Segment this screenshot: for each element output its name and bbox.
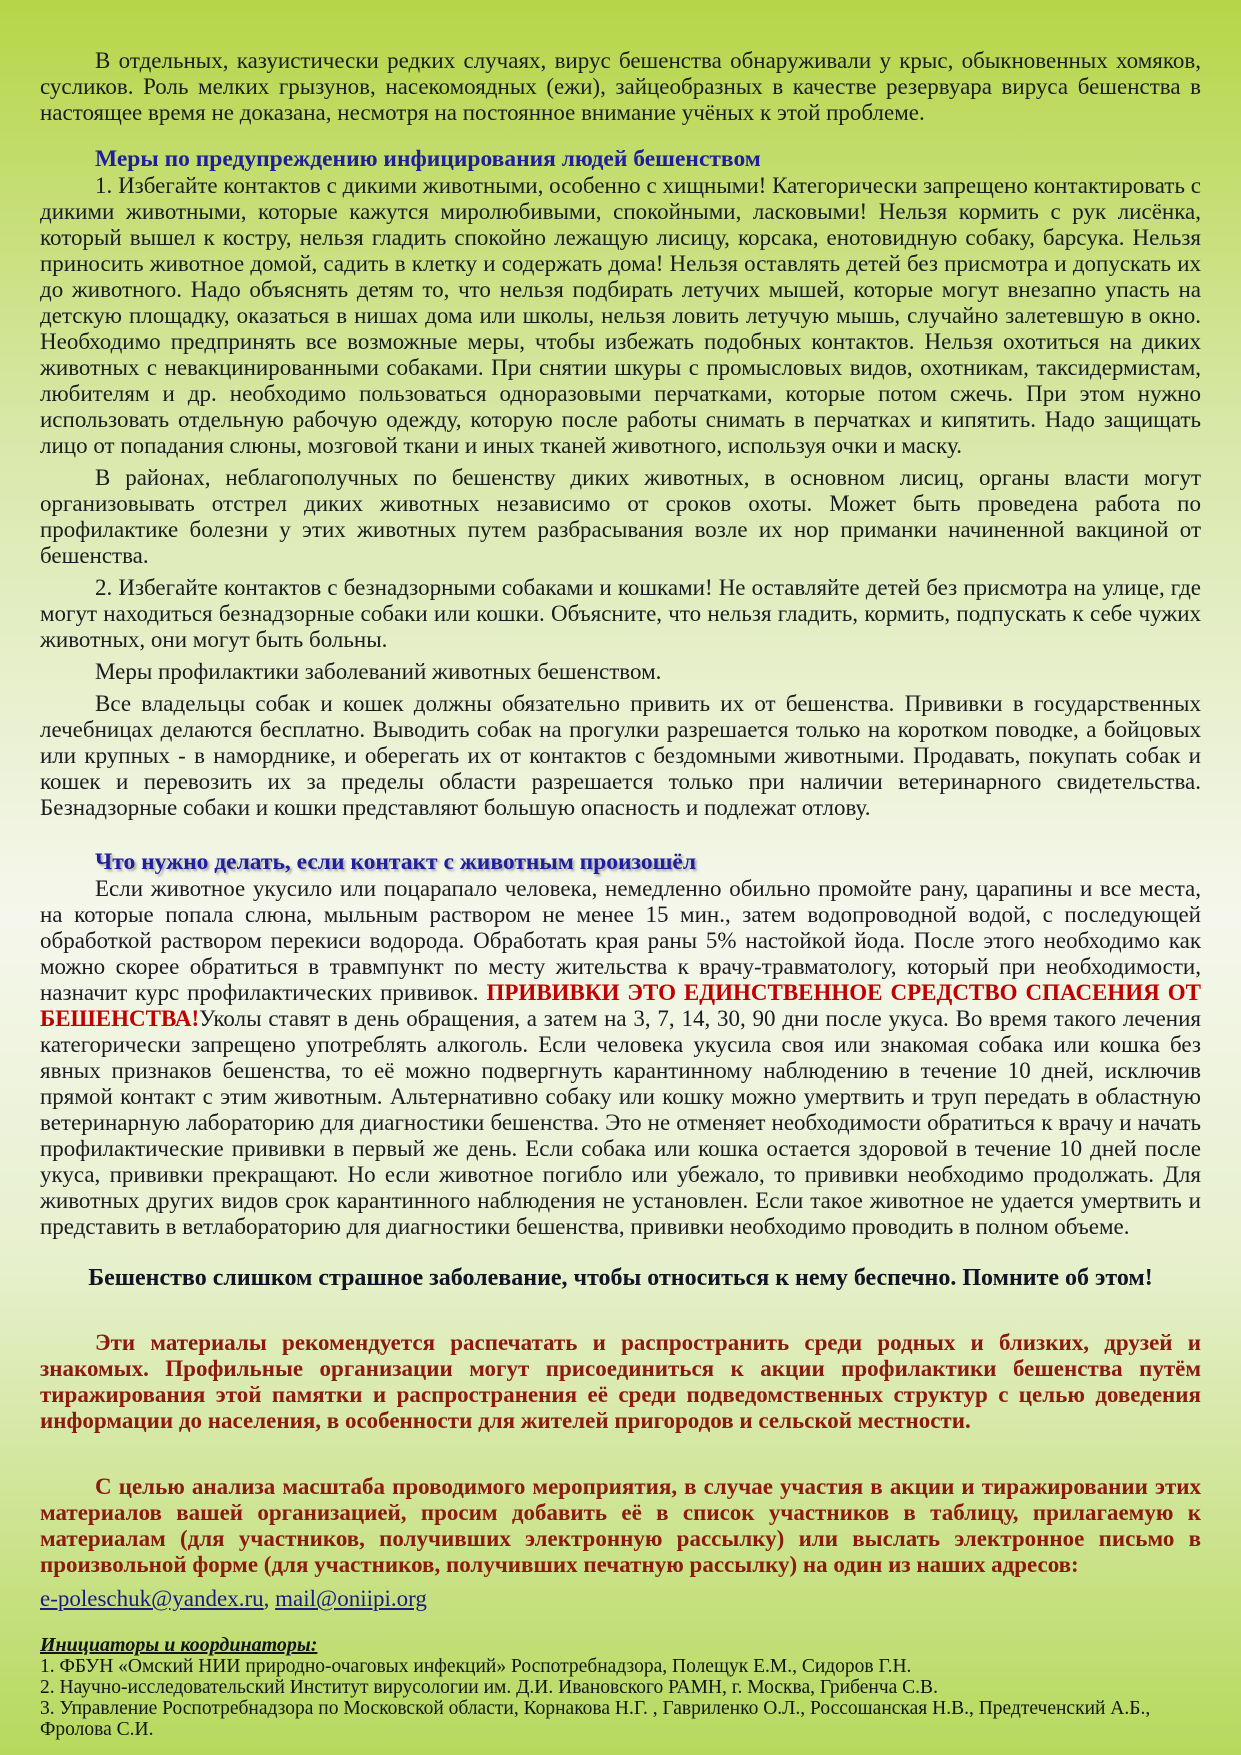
warning-statement: Бешенство слишком страшное заболевание, чтобы относиться к нему беспечно. Помните об этом! <box>88 1265 1153 1291</box>
authorities-paragraph: В районах, неблагополучных по бешенству диких животных, в основном лисиц, органы власти могут организовывать отстрел диких животных независимо от сроков охоты. Может быть проведена работа по профилактике болезни у этих животных путем разбрасывания возле их нор приманки начиненной вакциной от бешенства. <box>40 465 1201 568</box>
email-links-separator: , <box>263 1586 276 1611</box>
initiator-item-omsk: 1. ФБУН «Омский НИИ природно-очаговых инфекций» Роспотребнадзора, Полещук Е.М., Сидоров Г.Н. <box>40 1656 912 1677</box>
contact-section-heading: Что нужно делать, если контакт с животным произошёл <box>95 849 697 875</box>
contact-instructions-paragraph <box>40 876 1201 1240</box>
email-link-oniipi[interactable]: mail@oniipi.org <box>275 1586 427 1611</box>
pet-owners-paragraph: Все владельцы собак и кошек должны обязательно привить их от бешенства. Прививки в государственных лечебницах делаются бесплатно. Выводить собак на прогулки разрешается только на коротком поводке, а бойцовых или крупных - в наморднике, и оберегать их от контактов с бездомными животными. Продавать, покупать собак и кошек и перевозить их за пределы области разрешается только при наличии ветеринарного свидетельства. Безнадзорные собаки и кошки представляют большую опасность и подлежат отлову. <box>40 691 1201 820</box>
contact-instructions-text-before: Если животное укусило или поцарапало человека, немедленно обильно промойте рану, царапины и все места, на которые попала слюна, мыльным раствором не менее 15 мин., затем водопроводной водой, с последующей обработкой раствором перекиси водорода. Обработать края раны 5% настойкой йода. После этого необходимо как можно скорее обратиться в травмпункт по месту жительства к врачу-травматологу, который при необходимости, назначит курс профилактических прививок. <box>40 876 1201 1005</box>
initiator-item-virology: 2. Научно-исследовательский Институт вирусологии им. Д.И. Ивановского РАМН, г. Москва, Грибенча С.В. <box>40 1677 938 1698</box>
email-links-line <box>40 1584 1201 1614</box>
intro-paragraph: В отдельных, казуистически редких случаях, вирус бешенства обнаруживали у крыс, обыкновенных хомяков, сусликов. Роль мелких грызунов, насекомоядных (ежи), зайцеобразных в качестве резервуара вируса бешенства в настоящее время не доказана, несмотря на постоянное внимание учёных к этой проблеме. <box>40 48 1201 125</box>
contact-instructions-text-after: Уколы ставят в день обращения, а затем на 3, 7, 14, 30, 90 дни после укуса. Во время такого лечения категорически запрещено употреблять алкоголь. Если человека укусила своя или знакомая собака или кошка без явных признаков бешенства, то её можно подвергнуть карантинному наблюдению в течение 10 дней, исключив прямой контакт с этим животным. Альтернативно собаку или кошку можно умертвить и труп передать в областную ветеринарную лабораторию для диагностики бешенства. Это не отменяет необходимости обратиться к врачу и начать профилактические прививки в первый же день. Если собака или кошка остается здоровой в течение 10 дней после укуса, прививки прекращают. Но если животное погибло или убежало, то прививки необходимо продолжать. Для животных других видов срок карантинного наблюдения не установлен. Если такое животное не удается умертвить и представить в ветлабораторию для диагностики бешенства, прививки необходимо проводить в полном объеме. <box>40 1006 1201 1239</box>
email-link-poleschuk[interactable]: e-poleschuk@yandex.ru <box>40 1586 264 1611</box>
prevention-section-heading: Меры по предупреждению инфицирования людей бешенством <box>95 146 761 172</box>
animal-prevention-subtitle: Меры профилактики заболеваний животных бешенством. <box>95 659 662 684</box>
distribution-paragraph: Эти материалы рекомендуется распечатать и распространить среди родных и близких, друзей и знакомых. Профильные организации могут присоединиться к акции профилактики бешенства путём тиражирования этой памятки и распространения её среди подведомственных структур с целью доведения информации до населения, в особенности для жителей пригородов и сельской местности. <box>40 1330 1201 1433</box>
participation-paragraph: С целью анализа масштаба проводимого мероприятия, в случае участия в акции и тиражировании этих материалов вашей организацией, просим добавить её в список участников в таблицу, прилагаемую к материалам (для участников, получивших электронную рассылку) или выслать электронное письмо в произвольной форме (для участников, получивших печатную рассылку) на один из наших адресов: <box>40 1474 1201 1577</box>
wild-animals-paragraph: 1. Избегайте контактов с дикими животными, особенно с хищными! Категорически запрещено контактировать с дикими животными, которые кажутся миролюбивыми, спокойными, ласковыми! Нельзя кормить с рук лисёнка, который вышел к костру, нельзя гладить спокойно лежащую лисицу, корсака, енотовидную собаку, барсука. Нельзя приносить животное домой, садить в клетку и содержать дома! Нельзя оставлять детей без присмотра и допускать их до животного. Надо объяснять детям то, что нельзя подбирать летучих мышей, которые могут внезапно упасть на детскую площадку, оказаться в нишах дома или школы, нельзя ловить летучую мышь, случайно залетевшую в окно. Необходимо предпринять все возможные меры, чтобы избежать подобных контактов. Нельзя охотиться на диких животных с невакцинированными собаками. При снятии шкуры с промысловых видов, охотникам, таксидермистам, любителям и др. необходимо пользоваться одноразовыми перчатками, которые потом сжечь. При этом нужно использовать отдельную рабочую одежду, которую после работы снимать в перчатках и кипятить. Надо защищать лицо от попадания слюны, мозговой ткани и иных тканей животного, используя очки и маску. <box>40 173 1201 458</box>
stray-animals-paragraph: 2. Избегайте контактов с безнадзорными собаками и кошками! Не оставляйте детей без присмотра на улице, где могут находиться безнадзорные собаки или кошки. Объясните, что нельзя гладить, кормить, подпускать к себе чужих животных, они могут быть больны. <box>40 575 1201 652</box>
vaccination-alert-text: ПРИВИВКИ ЭТО ЕДИНСТВЕННОЕ СРЕДСТВО СПАСЕНИЯ ОТ БЕШЕНСТВА! <box>40 980 1201 1031</box>
initiator-item-moscow-region: 3. Управление Роспотребнадзора по Московской области, Корнакова Н.Г. , Гавриленко О.Л., Россошанская Н.В., Предтеченский А.Б., Фролова С.И. <box>40 1698 1151 1740</box>
initiators-heading: Инициаторы и координаторы: <box>40 1634 318 1656</box>
